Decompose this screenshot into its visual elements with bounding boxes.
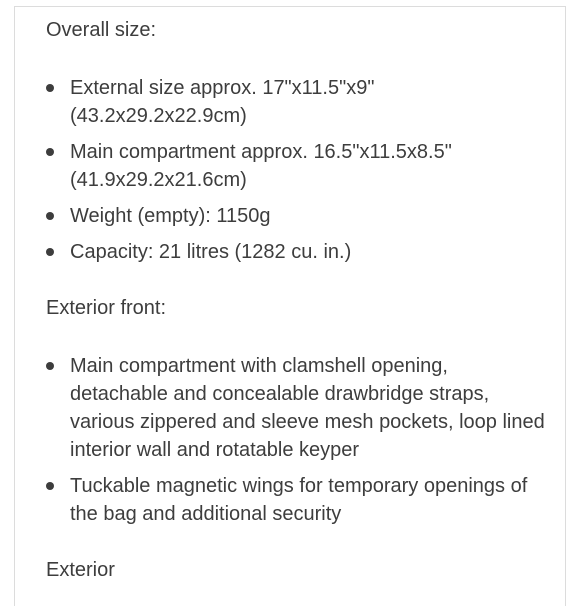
bullet-icon	[46, 248, 54, 256]
list-item-text: Main compartment with clamshell opening, detachable and concealable drawbridge straps, various zippered and sleeve mesh pockets, loop lined interior wall and rotatable keyper	[70, 355, 545, 461]
bullet-icon	[46, 84, 54, 92]
list-item	[46, 74, 546, 130]
product-specs	[46, 16, 546, 584]
bullet-icon	[46, 212, 54, 220]
list-item-text: Capacity: 21 litres (1282 cu. in.)	[70, 241, 352, 263]
list-item	[46, 202, 546, 230]
list-item	[46, 352, 546, 464]
overall-size-list	[46, 74, 546, 266]
list-item-text: Tuckable magnetic wings for temporary openings of the bag and additional security	[70, 475, 528, 525]
list-item-text: External size approx. 17"x11.5"x9" (43.2x29.2x22.9cm)	[70, 77, 375, 127]
bullet-icon	[46, 482, 54, 490]
bullet-icon	[46, 362, 54, 370]
list-item	[46, 472, 546, 528]
exterior-front-list	[46, 352, 546, 528]
section-heading-overall-size: Overall size:	[46, 19, 157, 41]
section-heading-exterior: Exterior	[46, 559, 115, 581]
list-item	[46, 138, 546, 194]
list-item	[46, 238, 546, 266]
section-heading-exterior-front: Exterior front:	[46, 297, 167, 319]
bullet-icon	[46, 148, 54, 156]
list-item-text: Main compartment approx. 16.5"x11.5x8.5" (41.9x29.2x21.6cm)	[70, 141, 452, 191]
list-item-text: Weight (empty): 1150g	[70, 205, 271, 227]
